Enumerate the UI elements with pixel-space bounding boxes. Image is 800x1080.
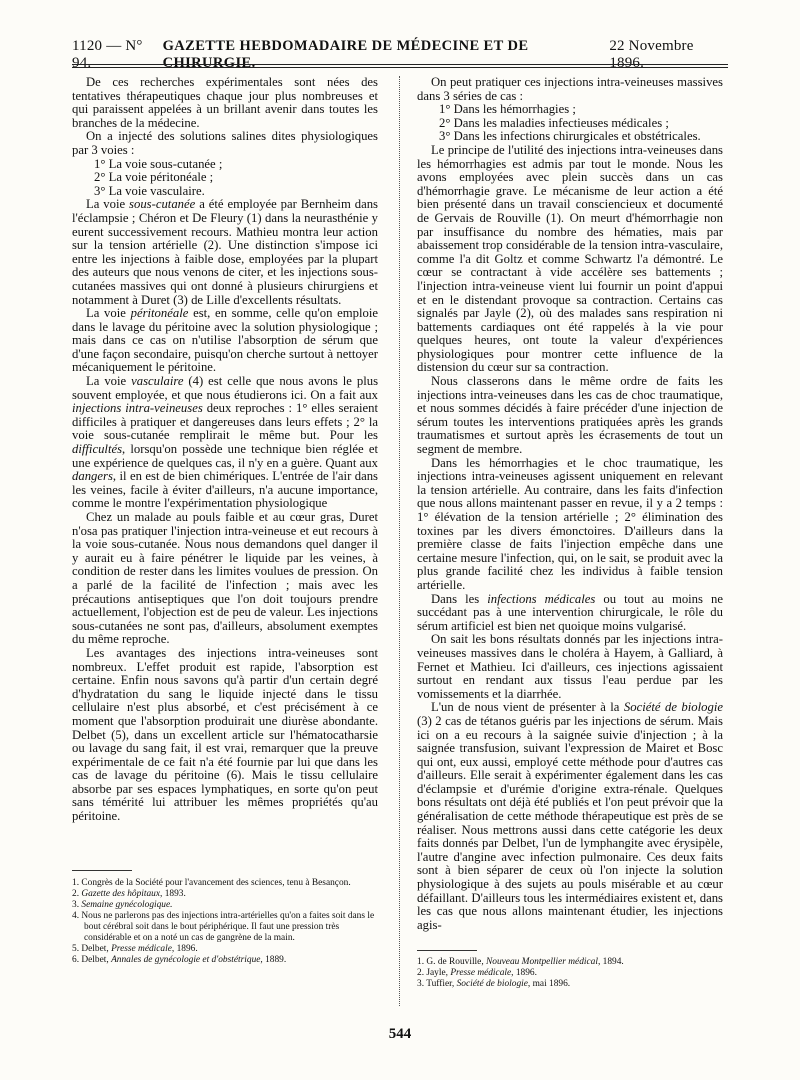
paragraph: Chez un malade au pouls faible et au cœur gras, Duret n'osa pas pratiquer l'injection intra-veineuse et eut recours à la voie sous-cutanée. Nous nous demandons quel danger il y aurait eu à faire pénétrer le liquide par les veines, à condition de rester dans les limites voulues de pression. On a parlé de la facilité de l'infection ; mais avec les précautions antiseptiques que l'on doit toujours prendre actuellement, l'objection est de peu de valeur. Les injections sous-cutanées ne sont pas, d'ailleurs, absolument exemptes du même reproche. [72, 510, 378, 647]
paragraph: Nous classerons dans le même ordre de faits les injections intra-veineuses dans les cas de choc traumatique, et nous sommes décidés à faire précéder d'une injection de sérum toutes les interventions pratiquées après les grands traumatismes et surtout après les écrasements de tout un segment de membre. [417, 374, 723, 457]
list-item: 1° La voie sous-cutanée ; [94, 156, 223, 171]
paragraph: Dans les hémorrhagies et le choc traumatique, les injections intra-veineuses agissent uniquement en relevant la tension artérielle. Au contraire, dans les faits d'infection que nous allons maintenant passer en revue, il y a 2 temps : 1° élévation de la tension artérielle ; 2° élimination des toxines par les divers émonctoires. D'ailleurs dans la première classe de faits l'injection empêche dans une certaine mesure l'infection, qui, on le sait, se produit avec la plus grande facilité chez les individus à faible tension artérielle. [417, 455, 723, 592]
paragraph: On peut pratiquer ces injections intra-veineuses massives dans 3 séries de cas : [417, 75, 723, 103]
header-rule [72, 64, 728, 65]
footnote: 1. G. de Rouville, Nouveau Montpellier médical, 1894. [417, 957, 624, 967]
footnote-rule [417, 950, 477, 951]
paragraph: Le principe de l'utilité des injections intra-veineuses dans les hémorrhagies est admis par tout le monde. Nous les avons employées avec plein succès dans un cas d'hémorrhagie grave. Le mécanisme de leur action a été bien présenté dans un travail consciencieux et documenté de Gervais de Rouville (1). On meurt d'hémorrhagie non par insuffisance du nombre des hématies, mais par abaissement trop considérable de la tension intra-vasculaire, comme l'a dit Goltz et comme Schwartz l'a démontré. Le cœur se contractant à vide accélère ses battements ; l'injection intra-veineuse vient lui fournir un point d'appui et en le distendant provoque sa contraction. Certains cas signalés par Jayle (2), où des malades sans respiration ni battements cardiaques ont été rappelés à la vie pour quelques heures, ont toute la valeur d'expériences physiologiques pour montrer cette influence de la distension du cœur sur sa contraction. [417, 142, 723, 375]
footnote: 2. Jayle, Presse médicale, 1896. [417, 968, 537, 978]
list-item: 3° Dans les infections chirurgicales et obstétricales. [439, 129, 701, 144]
paragraph: L'un de nous vient de présenter à la Société de biologie (3) 2 cas de tétanos guéris par les injections de sérum. Mais ici on a eu recours à la saignée suivie d'injection ; à la saignée transfusion, suivant l'expression de Mairet et Bosc qui ont, eux aussi, employé cette méthode pour d'autres cas d'ailleurs. Elle serait à expérimenter également dans les cas d'éclampsie et d'urémie d'origine extra-rénale. Quelques bons résultats ont déjà été publiés et l'on peut prévoir que la généralisation de cette méthode thérapeutique est près de se réaliser. Nous mettrons aussi dans cette catégorie les deux faits donnés par Delbet, l'un de lymphangite avec érysipèle, l'autre d'angine avec infection pulmonaire. Ces deux faits sont à bien séparer de ceux où l'on injecte la solution physiologique à des sujets au pouls misérable et au cœur défaillant. D'ailleurs tous les intermédiaires existent et, dans les cas que nous allons maintenant étudier, les injections agis- [417, 700, 723, 932]
paragraph: Les avantages des injections intra-veineuses sont nombreux. L'effet produit est rapide, l'absorption est certaine. Enfin nous savons qu'à partir d'un certain degré d'hydratation du sang le liquide injecté dans le tissu cellulaire n'est plus absorbé, et c'est précisément à ce moment que l'absorption produirait une diurèse abondante. Delbet (5), dans un excellent article sur l'hématocatharsie ou lavage du sang fait, il est vrai, remarquer que la preuve expérimentale de ce fait n'a été fournie par lui que dans les cas de lavage du péritoine (6). Mais le tissu cellulaire absorbe par ses espaces lymphatiques, en sorte qu'on peut sans témérité lui attribuer les mêmes propriétés qu'au péritoine. [72, 645, 378, 824]
footnote: 4. Nous ne parlerons pas des injections intra-artérielles qu'on a faites soit dans le bout cérébral soit dans le bout périphérique. Il faut une pression très considérable et on a noté un cas de gangrène de la main. [72, 911, 375, 943]
paragraph: La voie péritonéale est, en somme, celle qu'on emploie dans le lavage du péritoine avec la solution physiologique ; mais dans ce cas on n'utilise l'absorption de sérum que d'une façon secondaire, puisqu'on cherche surtout à nettoyer mécaniquement le péritoine. [72, 306, 378, 375]
issue-date: 22 Novembre 1896. [609, 38, 694, 71]
list-item: 1° Dans les hémorrhagies ; [439, 102, 576, 117]
running-header [72, 38, 728, 71]
paragraph: On sait les bons résultats donnés par les injections intra-veineuses massives dans le choléra à Hayem, à Galliard, à Fernet et Mathieu. Ici d'ailleurs, ces injections agissaient surtout en rendant aux tissus l'eau perdue par les vomissements et la diarrhée. [417, 632, 723, 701]
journal-title: GAZETTE HEBDOMADAIRE DE MÉDECINE ET DE CHIRURGIE. [162, 38, 529, 71]
footnote: 5. Delbet, Presse médicale, 1896. [72, 944, 198, 954]
left-footnotes [72, 878, 378, 966]
header-rule-thin [72, 67, 728, 68]
footnote: 6. Delbet, Annales de gynécologie et d'obstétrique, 1889. [72, 955, 287, 965]
paragraph: La voie sous-cutanée a été employée par Bernheim dans l'éclampsie ; Chéron et De Fleury (1) dans la neurasthénie y eurent successivement recours. Mathieu montra leur action sur la tension artérielle (2). Une distinction s'impose ici entre les injections à faible dose, employées par la plupart des auteurs que nous venons de citer, et les injections sous-cutanées massives qui ont donné à plusieurs chirurgiens et notamment à Duret (3) de Lille d'excellents résultats. [72, 197, 378, 307]
footnote: 3. Semaine gynécologique. [72, 900, 173, 910]
footnote: 3. Tuffier, Société de biologie, mai 1896. [417, 979, 571, 989]
paragraph: De ces recherches expérimentales sont nées des tentatives thérapeutiques chaque jour plus nombreuses et qui paraissent appelées à un brillant avenir dans toutes les branches de la médecine. [72, 75, 378, 130]
footnote-rule [72, 870, 132, 871]
paragraph: Dans les infections médicales ou tout au moins ne succédant pas à une intervention chirurgicale, le rôle du sérum artificiel est bien net quoique moins vulgarisé. [417, 591, 723, 633]
left-column [72, 76, 378, 824]
page-number: 544 [388, 1026, 412, 1042]
right-footnotes [417, 957, 723, 990]
list-item: 2° La voie péritonéale ; [94, 170, 214, 185]
column-divider [399, 76, 400, 1006]
footnote: 1. Congrès de la Société pour l'avancement des sciences, tenu à Besançon. [72, 878, 351, 888]
footnote: 2. Gazette des hôpitaux, 1893. [72, 889, 186, 899]
list-item: 2° Dans les maladies infectieuses médicales ; [439, 115, 669, 130]
paragraph: La voie vasculaire (4) est celle que nous avons le plus souvent employée, et que nous étudierons ici. On a fait aux injections intra-veineuses deux reproches : 1° elles seraient difficiles à pratiquer et dangereuses dans leurs effets ; 2° la voie sous-cutanée remplirait le même but. Pour les difficultés, lorsqu'on possède une technique bien réglée et une expérience de quelques cas, il n'y en a guère. Quant aux dangers, il en est de bien chimériques. L'entrée de l'air dans les veines, facile à éviter d'ailleurs, n'a aucune importance, comme le montre l'expérimentation physiologique [72, 374, 379, 511]
right-column [417, 76, 723, 932]
list-item: 3° La voie vasculaire. [94, 183, 205, 198]
paragraph: On a injecté des solutions salines dites physiologiques par 3 voies : [72, 129, 378, 157]
issue-number: 1120 — N° 94. [72, 38, 143, 71]
